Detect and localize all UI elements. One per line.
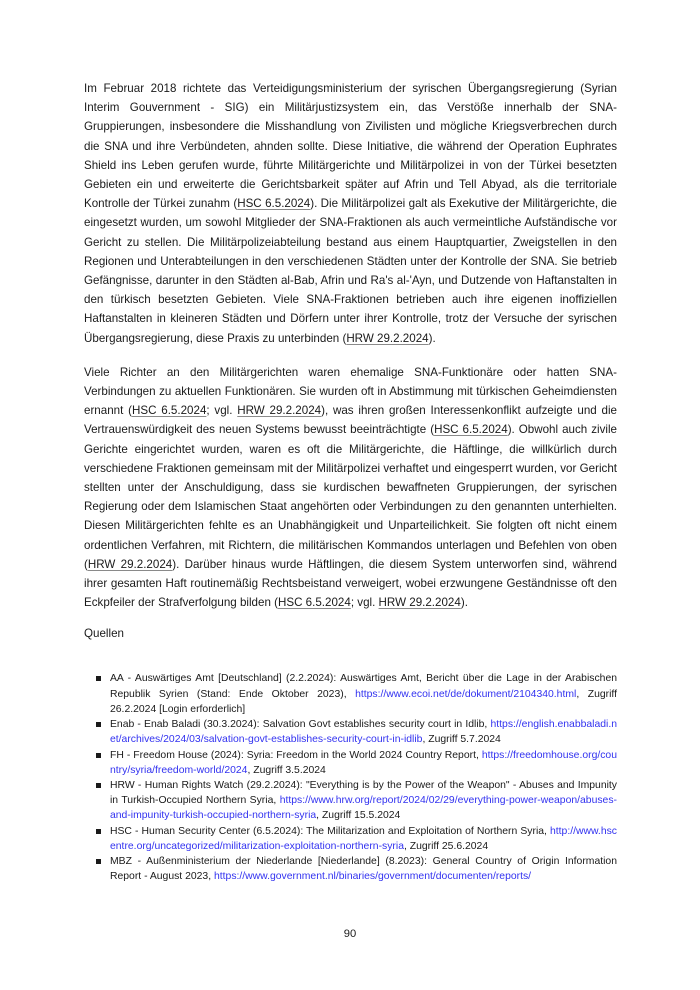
citation-ref-link[interactable]: HRW 29.2.2024 — [346, 331, 429, 345]
source-item-hrw — [110, 778, 617, 824]
citation-ref-link[interactable]: HRW 29.2.2024 — [378, 596, 461, 610]
source-text: HSC - Human Security Center (6.5.2024): The Militarization and Exploitation of Northern Syria, http://www.hscentre.org/uncategorized/militarization-exploitation-northern-syria, Zugriff 25.6.2024 — [110, 825, 617, 852]
bullet-square-icon — [96, 722, 101, 727]
bullet-square-icon — [96, 859, 101, 864]
sources-list — [84, 671, 617, 884]
source-text: Enab - Enab Baladi (30.3.2024): Salvation Govt establishes security court in Idlib, https://english.enabbaladi.net/archives/2024/03/salvation-govt-establishes-security-court-in-idlib, Zugriff 5.7.2024 — [110, 719, 617, 746]
source-text: MBZ - Außenministerium der Niederlande [Niederlande] (8.2023): General Country of Origin Information Report - August 2023, https://www.government.nl/binaries/government/documenten/reports/ — [110, 855, 617, 883]
sources-heading: Quellen — [84, 627, 124, 641]
citation-ref-link[interactable]: HSC 6.5.2024 — [131, 404, 207, 418]
source-text: AA - Auswärtiges Amt [Deutschland] (2.2.2024): Auswärtiges Amt, Bericht über die Lage in der Arabischen Republik Syrien (Stand: Ende Oktober 2023), https://www.ecoi.net/de/dokument/2104340.html, Zugriff 26.2.2024 [Login erforderlich] — [110, 673, 617, 715]
document-content — [84, 79, 617, 884]
citation-ref-link[interactable]: HSC 6.5.2024 — [434, 423, 508, 437]
bullet-square-icon — [96, 676, 101, 681]
bullet-square-icon — [96, 829, 101, 834]
citation-ref-link[interactable]: HRW 29.2.2024 — [237, 404, 322, 418]
bullet-square-icon — [96, 753, 101, 758]
source-text: FH - Freedom House (2024): Syria: Freedom in the World 2024 Country Report, https://freedomhouse.org/country/syria/freedom-world/2024, Zugriff 3.5.2024 — [110, 749, 617, 776]
bullet-square-icon — [96, 783, 101, 788]
source-url-link[interactable]: https://www.hrw.org/report/2024/02/29/everything-power-weapon/abuses-and-impunity-turkish-occupied-northern-syria — [110, 795, 617, 822]
citation-ref-link[interactable]: HSC 6.5.2024 — [237, 197, 311, 211]
source-url-link[interactable]: http://www.hscentre.org/uncategorized/militarization-exploitation-northern-syria — [110, 825, 617, 852]
page-number: 90 — [343, 928, 357, 940]
source-url-link[interactable]: https://freedomhouse.org/country/syria/freedom-world/2024 — [110, 749, 617, 776]
paragraph-military-justice-system: Im Februar 2018 richtete das Verteidigungsministerium der syrischen Übergangsregierung (Syrian Interim Gouvernment - SIG) ein Militärjustizsystem ein, das Verstöße innerhalb der SNA-Gruppierungen, insbesondere die Misshandlung von Zivilisten und mögliche Kriegsverbrechen durch die SNA und ihre Verbündeten, ahnden sollte. Diese Initiative, die während der Operation Euphrates Shield ins Leben gerufen wurde, führte Militärgerichte und Militärpolizei in von der Türkei besetzten Gebieten ein und erweiterte die Gerichtsbarkeit später auf Afrin und Tell Abyad, als die territoriale Kontrolle der Türkei zunahm (HSC 6.5.2024). Die Militärpolizei galt als Exekutive der Militärgerichte, die eingesetzt wurden, um sowohl Mitglieder der SNA-Fraktionen als auch vermeintliche Aufständische vor Gericht zu stellen. Die Militärpolizeiabteilung bestand aus einem Hauptquartier, Zweigstellen in den Regionen und Unterabteilungen in den verschiedenen Städten unter der Kontrolle der SNA. Sie betrieb Gefängnisse, darunter in den Städten al-Bab, Afrin und Ra's al-'Ayn, und Dutzende von Haftanstalten in den türkisch besetzten Gebieten. Viele SNA-Fraktionen betrieben auch ihre eigenen inoffiziellen Haftanstalten in kleineren Städten und Dörfern unter ihrer Kontrolle, trotz der Versuche der syrischen Übergangsregierung, diese Praxis zu unterbinden (HRW 29.2.2024). — [84, 82, 617, 345]
citation-ref-link[interactable]: HRW 29.2.2024 — [87, 557, 173, 571]
source-url-link[interactable]: https://english.enabbaladi.net/archives/2024/03/salvation-govt-establishes-security-court-in-idlib — [110, 719, 617, 746]
source-item-mbz — [110, 854, 617, 884]
source-item-enab — [110, 717, 617, 747]
source-url-link[interactable]: https://www.ecoi.net/de/dokument/2104340.html — [355, 688, 577, 700]
citation-ref-link[interactable]: HSC 6.5.2024 — [277, 596, 351, 610]
source-url-link[interactable]: https://www.government.nl/binaries/government/documenten/reports/ — [213, 871, 532, 883]
source-item-fh — [110, 748, 617, 778]
source-item-aa — [110, 671, 617, 717]
source-item-hsc — [110, 824, 617, 854]
paragraph-military-court-judges: Viele Richter an den Militärgerichten waren ehemalige SNA-Funktionäre oder hatten SNA-Verbindungen zu aktuellen Funktionären. Sie wurden oft in Abstimmung mit türkischen Geheimdiensten ernannt (HSC 6.5.2024; vgl. HRW 29.2.2024), was ihren großen Interessenkonflikt aufzeigte und die Vertrauenswürdigkeit des neuen Systems bewusst beeinträchtigte (HSC 6.5.2024). Obwohl auch zivile Gerichte eingerichtet wurden, waren es oft die Militärgerichte, die Häftlinge, die willkürlich durch verschiedene Fraktionen gemeinsam mit der Militärpolizei verhaftet und eingesperrt wurden, vor Gericht stellten unter der Anschuldigung, dass sie kurdischen bewaffneten Gruppierungen, der syrischen Regierung oder dem Islamischen Staat angehörten oder Verbindungen zu den genannten unterhielten. Diesen Militärgerichten fehlte es an Unabhängigkeit und Unparteilichkeit. Sie folgten oft nicht einem ordentlichen Verfahren, mit Richtern, die militärischen Kommandos unterlagen und Befehlen von oben (HRW 29.2.2024). Darüber hinaus wurde Häftlingen, die diesem System unterworfen sind, während ihrer gesamten Haft routinemäßig Rechtsbeistand verweigert, wobei erzwungene Geständnisse oft den Eckpfeiler der Strafverfolgung bilden (HSC 6.5.2024; vgl. HRW 29.2.2024). — [84, 365, 617, 610]
source-text: HRW - Human Rights Watch (29.2.2024): "Everything is by the Power of the Weapon" - Abuses and Impunity in Turkish-Occupied Northern Syria, https://www.hrw.org/report/2024/02/29/everything-power-weapon/abuses-and-impunity-turkish-occupied-northern-syria, Zugriff 15.5.2024 — [110, 779, 617, 822]
